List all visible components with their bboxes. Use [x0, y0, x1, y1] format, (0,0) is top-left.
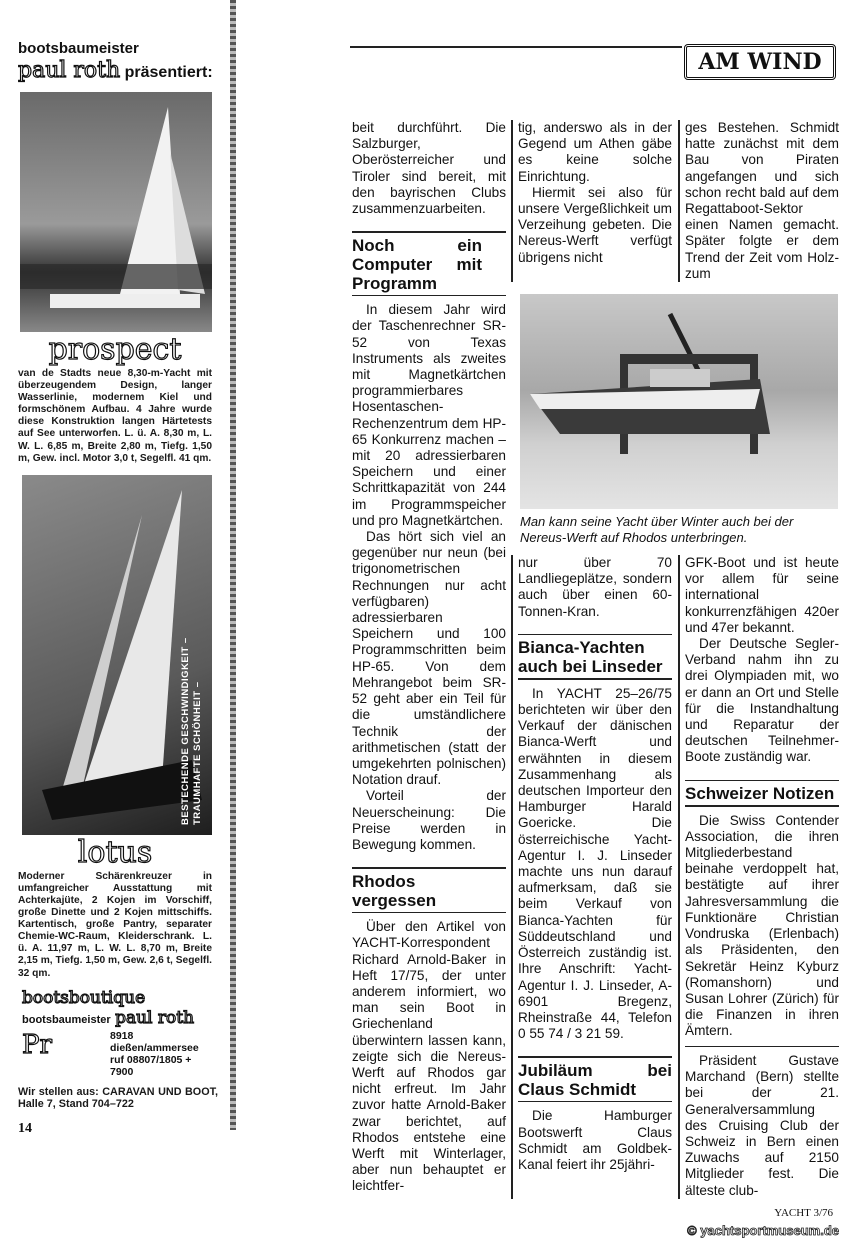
- ad-presents: präsentiert:: [124, 64, 213, 81]
- column-2-intro: [518, 120, 672, 282]
- watermark: © yachtsportmuseum.de: [687, 1222, 839, 1238]
- paragraph: Über den Artikel von YACHT-Korrespondent Richard Arnold-Baker in Heft 17/75, der unter anderem informiert, wo man sein Boot in Griechenland überwintern lassen kann, zeigte sich die Nereus-Werft auf Rhodos gar nicht erfreut. Im Jahr zuvor hatte Arnold-Baker zwar berichtet, auf Rhodos entstehe eine Werft mit Winterlager, aber nun behauptet er leichtfer-: [352, 919, 506, 1194]
- boutique-contact: [22, 1030, 212, 1078]
- lotus-yacht-photo: [22, 475, 212, 835]
- paragraph: Hiermit sei also für unsere Vergeßlichkeit um Verzeihung gebeten. Die Nereus-Werft verfügt übrigens nicht: [518, 184, 672, 265]
- paragraph: ges Bestehen. Schmidt hatte zunächst mit dem Bau von Piraten angefangen und sich schon recht bald auf dem Regattaboot-Sektor einen Namen gemacht. Später folgte er dem Trend der Zeit vom Holz- zum: [685, 120, 839, 281]
- header-rule: [350, 46, 682, 48]
- headline-rhodos: Rhodos vergessen: [352, 871, 437, 910]
- ad-paul-roth-logo: paul roth: [18, 58, 121, 83]
- article-computer: [352, 302, 506, 853]
- paragraph: Vorteil der Neuerscheinung: Die Preise werden in Bewegung kommen.: [352, 788, 506, 852]
- article-rhodos: [352, 919, 506, 1194]
- prospect-yacht-photo: [20, 92, 212, 332]
- paragraph: nur über 70 Landliegeplätze, sondern auch über einen 60-Tonnen-Kran.: [518, 555, 672, 619]
- paragraph: Das hört sich viel an gegenüber nur neun (bei trigonometrischen Rechnungen nur acht verfügbaren) adressierbaren Speichern und 100 Programmschritten beim HP-65. Von dem Mehrangebot beim SR-52 geht aber ein Teil für die umständlichere Technik der arithmetischen (statt der umgekehrten polnischen) Notation drauf.: [352, 529, 506, 788]
- exhibition-notice: Wir stellen aus: CARAVAN UND BOOT, Halle 7, Stand 704–722: [18, 1085, 218, 1111]
- nereus-shipyard-photo: [520, 294, 838, 509]
- page-gutter: [230, 0, 236, 1130]
- column-3-intro: [685, 120, 839, 282]
- footer-issue: YACHT 3/76: [774, 1206, 833, 1219]
- prospect-description: van de Stadts neue 8,30-m-Yacht mit überzeugendem Design, langer Wasserlinie, modernem Kiel und formschönem Aufbau. 4 Jahre wurde diese Konstruktion langen Härtetests auf See unterworfen. L. ü. A. 8,30 m, L. W. L. 6,85 m, Breite 2,80 m, Tiefg. 1,50 m, Gew. incl. Motor 3,0 t, Segelfl. 41 qm.: [18, 368, 212, 464]
- ad-phone: ruf 08807/1805 + 7900: [110, 1053, 192, 1078]
- ad-address: 8918 dießen/ammersee: [110, 1029, 199, 1054]
- ad-brand-line: bootsbaumeister: [18, 40, 139, 57]
- section-title-box: [684, 44, 836, 80]
- paragraph: In diesem Jahr wird der Taschenrechner SR-52 von Texas Instruments als zweites mit Magnetkärtchen programmierbares Hosentaschen-Rechenzentrum dem HP-65 Konkurrenz machen – mit 20 adressierbaren Speichern und einer Schrittkapazität von 244 im Programmspeicher und pro Magnetkärtchen.: [352, 302, 506, 528]
- headline-jubilaeum: Jubiläum bei Claus Schmidt: [518, 1060, 672, 1099]
- bottom-row: [518, 555, 839, 1199]
- lotus-description: Moderner Schärenkreuzer in umfangreicher Ausstattung mit Achterkajüte, 2 Kojen im Vorschiff, große Dinette und 2 Kojen mittschiffs. Kartentisch, große Pantry, separater Chemie-WC-Raum, Kleiderschrank. L. ü. A. 11,97 m, L. W. L. 8,70 m, Breite 2,15 m, Tiefg. 1,50 m, Gew. 2,6 t, Segelfl. 32 qm.: [18, 870, 212, 979]
- shipyard-illustration: [520, 294, 838, 509]
- column-2-continued: [518, 555, 672, 1199]
- rule: [352, 231, 506, 233]
- rule: [518, 634, 672, 636]
- prospect-logo: prospect: [48, 332, 182, 367]
- paragraph: Der Deutsche Segler-Verband nahm ihn zu drei Olympiaden mit, wo er dann an Ort und Stelle für die Instandhaltung und Reparatur der deutschen Teilnehmer-Boote zuständig war.: [685, 636, 839, 765]
- column-1: [352, 120, 506, 1195]
- column-3-continued: [685, 555, 839, 1199]
- headline-computer: Noch ein Computer mit Programm: [352, 235, 482, 293]
- advertisement: [18, 40, 218, 1137]
- paragraph: Die Swiss Contender Association, die ihren Mitgliederbestand beinahe verdoppelt hat, bestätigte auf ihrer Jahresversammlung die Funktionäre Christian Vondruska (Erlenbach) als Präsidenten, den Sekretär Heinz Kyburz (Romanshorn) und Susan Lohrer (Zürich) für die Finanzen in ihren Ämtern.: [685, 812, 839, 1039]
- lotus-logo: lotus: [77, 834, 153, 870]
- boutique-bootsbaumeister: bootsbaumeister: [22, 1013, 111, 1026]
- paragraph: In YACHT 25–26/75 berichteten wir über den Verkauf der dänischen Bianca-Werft und erwähnten in diesem Zusammenhang als deutschen Importeur den Hamburger Harald Goericke. Die österreichische Yacht-Agentur I. J. Linseder machte uns nun darauf aufmerksam, daß sie beim Verkauf von Bianca-Yachten für Süddeutschland und Österreich zuständig ist. Ihre Anschrift: Yacht-Agentur I. J. Linseder, A-6901 Bregenz, Rheinstraße 44, Telefon 0 55 74 / 3 21 59.: [518, 685, 672, 1042]
- sailboat-illustration: [20, 92, 212, 332]
- columns-2-3: [518, 120, 839, 1239]
- lotus-slogan: BESTECHENDE GESCHWINDIGKEIT – TRAUMHAFTE SCHÖNHEIT –: [180, 637, 203, 825]
- rule: [352, 867, 506, 869]
- page-number: 14: [18, 1120, 32, 1136]
- top-row: [518, 120, 839, 282]
- pr-logo: Pr: [22, 1029, 52, 1060]
- paragraph: tig, anderswo als in der Gegend um Athen gäbe es keine solche Einrichtung.: [518, 120, 672, 184]
- ad-presents-line: [18, 58, 212, 86]
- paragraph: Präsident Gustave Marchand (Bern) stellte bei der 21. Generalversammlung des Cruising Club der Schweiz in Bern einen Zuwachs auf 2150 Mitglieder fest. Die älteste club-: [685, 1053, 839, 1198]
- section-title: AM WIND: [698, 49, 822, 75]
- rule: [518, 1056, 672, 1058]
- paragraph: beit durchführt. Die Salzburger, Oberösterreicher und Tiroler sind bereit, mit den bayrischen Clubs zusammenzuarbeiten.: [352, 120, 506, 217]
- paragraph: Die Hamburger Bootswerft Claus Schmidt am Goldbek-Kanal feiert ihr 25jähri-: [518, 1108, 672, 1172]
- bootsboutique-logo: bootsboutique: [22, 987, 146, 1008]
- headline-bianca: Bianca-Yachten auch bei Linseder: [518, 638, 663, 677]
- headline-schweizer-notizen: Schweizer Notizen: [685, 784, 835, 804]
- boutique-paul-roth: paul roth: [115, 1007, 195, 1028]
- boutique-subline: [22, 1008, 212, 1030]
- rule: [685, 780, 839, 782]
- photo-caption: Man kann seine Yacht über Winter auch bei der Nereus-Werft auf Rhodos unterbringen.: [520, 514, 794, 545]
- contact-lines: [110, 1030, 212, 1078]
- paragraph: GFK-Boot und ist heute vor allem für seine international konkurrenzfähigen 420er und 47er bekannt.: [685, 555, 839, 635]
